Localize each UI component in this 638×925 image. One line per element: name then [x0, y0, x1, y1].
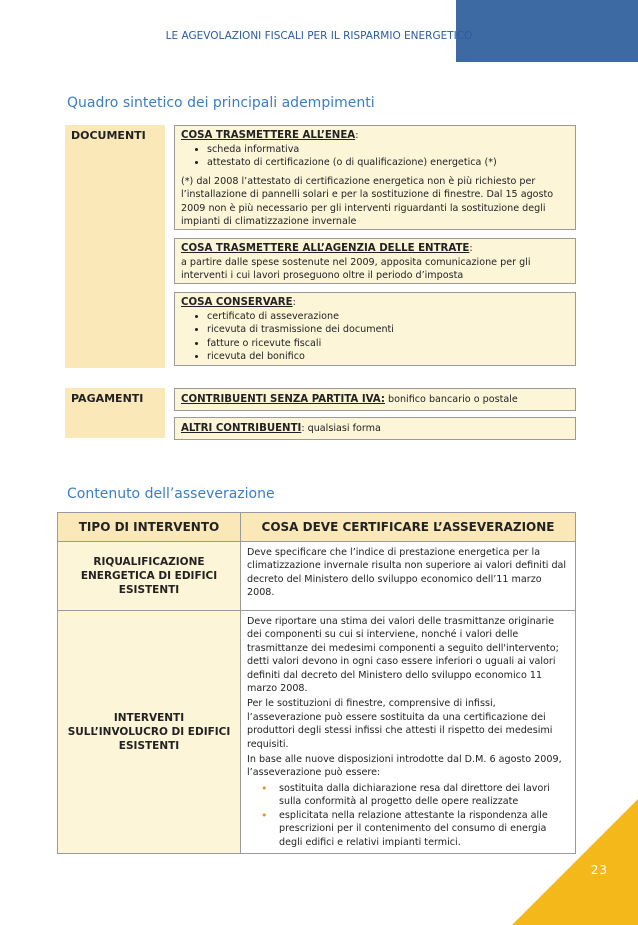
conservare-box: COSA CONSERVARE: • certificato di asseverazione • ricevuta di trasmissione dei documenti • fatture o ricevute fiscali • ricevuta del bonifico	[174, 292, 576, 366]
enea-heading: COSA TRASMETTERE ALL’ENEA	[181, 130, 356, 141]
list-item: • ricevuta del bonifico	[207, 350, 569, 364]
section-title-asseverazione: Contenuto dell’asseverazione	[67, 486, 275, 502]
desc-paragraph: In base alle nuove disposizioni introdotte dal D.M. 6 agosto 2009, l’asseverazione può essere:	[247, 754, 562, 779]
pagamenti-label: PAGAMENTI	[65, 388, 165, 438]
page-number: 23	[590, 863, 608, 877]
list-item: • esplicitata nella relazione attestante la rispondenza alle prescrizioni per il contenimento del consumo di energia degli edifici e relativi impianti termici.	[267, 809, 569, 849]
asseverazione-table	[57, 512, 576, 854]
tipo-cell: INTERVENTI SULL’INVOLUCRO DI EDIFICI ESISTENTI	[58, 611, 241, 854]
list-item: • fatture o ricevute fiscali	[207, 337, 569, 351]
table-row	[58, 542, 576, 611]
list-item: • certificato di asseverazione	[207, 310, 569, 324]
senza-iva-text: bonifico bancario o postale	[384, 394, 518, 405]
senza-iva-heading: CONTRIBUENTI SENZA PARTITA IVA:	[181, 394, 385, 405]
agenzia-box: COSA TRASMETTERE ALL’AGENZIA DELLE ENTRATE: a partire dalle spese sostenute nel 2009, apposita comunicazione per gli interventi i cui lavori proseguono oltre il periodo d’imposta	[174, 238, 576, 284]
list-item: • attestato di certificazione (o di qualificazione) energetica (*)	[207, 156, 569, 170]
senza-iva-box	[174, 388, 576, 411]
column-header-tipo: TIPO DI INTERVENTO	[58, 513, 241, 542]
table-header-row	[58, 513, 576, 542]
desc-cell	[241, 542, 576, 611]
section-title-quadro: Quadro sintetico dei principali adempimenti	[67, 95, 375, 111]
documenti-label: DOCUMENTI	[65, 125, 165, 368]
desc-paragraph: Deve riportare una stima dei valori delle trasmittanze originarie dei componenti su cui si interviene, nonché i valori delle trasmittanze dei medesimi componenti a seguito dell'intervento; detti valori devono in ogni caso essere inferiori o uguali ai valori definiti dal decreto del Ministero dello sviluppo economico 11 marzo 2008.	[247, 616, 559, 695]
agenzia-text: a partire dalle spese sostenute nel 2009, apposita comunicazione per gli interventi i cui lavori proseguono oltre il periodo d’imposta	[181, 256, 531, 281]
list-item: • scheda informativa	[207, 143, 569, 157]
enea-list	[181, 143, 569, 170]
column-header-cosa: COSA DEVE CERTIFICARE L’ASSEVERAZIONE	[241, 513, 576, 542]
altri-text: : qualsiasi forma	[301, 423, 381, 434]
list-item: • sostituita dalla dichiarazione resa dal direttore dei lavori sulla conformità al progetto delle opere realizzate	[267, 782, 569, 809]
running-header: LE AGEVOLAZIONI FISCALI PER IL RISPARMIO ENERGETICO	[165, 30, 473, 42]
altri-box	[174, 417, 576, 440]
desc-paragraph: Per le sostituzioni di finestre, comprensive di infissi, l’asseverazione può essere sostituita da una certificazione dei produttori degli stessi infissi che attesti il rispetto dei medesimi requisiti.	[247, 698, 553, 750]
enea-box: COSA TRASMETTERE ALL’ENEA: • scheda informativa • attestato di certificazione (o di qualificazione) energetica (*) (*) dal 2008 l’attestato di certificazione energetica non è più richiesto per l’installazione di pannelli solari e per la sostituzione di finestre. Dal 15 agosto 2009 non è più necessario per gli interventi riguardanti la sostituzione degli impianti di climatizzazione invernale	[174, 125, 576, 230]
conservare-list	[181, 310, 569, 364]
tipo-cell: RIQUALIFICAZIONE ENERGETICA DI EDIFICI ESISTENTI	[58, 542, 241, 611]
corner-triangle	[512, 799, 638, 925]
list-item: • ricevuta di trasmissione dei documenti	[207, 323, 569, 337]
table-row	[58, 611, 576, 854]
agenzia-heading: COSA TRASMETTERE ALL’AGENZIA DELLE ENTRATE	[181, 243, 470, 254]
altri-heading: ALTRI CONTRIBUENTI	[181, 423, 302, 434]
enea-note: (*) dal 2008 l’attestato di certificazione energetica non è più richiesto per l’installazione di pannelli solari e per la sostituzione di finestre. Dal 15 agosto 2009 non è più necessario per gli interventi riguardanti la sostituzione degli impianti di climatizzazione invernale	[181, 175, 554, 227]
desc-paragraph: Deve specificare che l’indice di prestazione energetica per la climatizzazione invernale risulta non superiore ai valori definiti dal decreto del Ministero dello sviluppo economico dell’11 marzo 2008.	[247, 547, 567, 599]
conservare-heading: COSA CONSERVARE	[181, 297, 293, 308]
